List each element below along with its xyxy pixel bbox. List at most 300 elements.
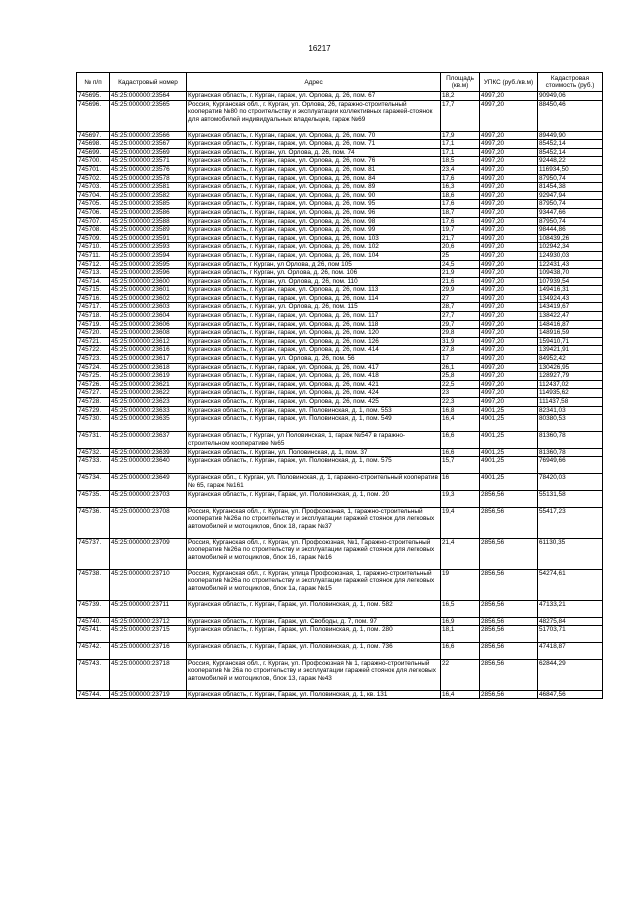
cadastral-number-cell: 45:25:000000:23578 [110, 174, 187, 183]
table-row [77, 312, 603, 321]
address-cell: Курганская область, г. Курган, гараж, ул. Орлова, д. 26, пом. 118 [187, 320, 441, 329]
upks-cell: 2856,56 [480, 659, 538, 690]
row-number-cell: 745711. [77, 251, 110, 260]
upks-cell: 2856,56 [480, 490, 538, 507]
area-cell: 19,4 [441, 507, 480, 538]
row-number-cell: 745737. [77, 538, 110, 569]
address-cell: Курганская область, г. Курган, гараж, ул. Орлова, д. 26, пом. 414 [187, 346, 441, 355]
table-header [77, 73, 603, 92]
upks-cell: 4997,20 [480, 200, 538, 209]
cadastral-number-cell: 45:25:000000:23709 [110, 538, 187, 569]
area-cell: 16,4 [441, 415, 480, 432]
address-cell: Курганская область, г. Курган, ул. Орлова, д. 26, пом. 110 [187, 277, 441, 286]
upks-cell: 4901,25 [480, 415, 538, 432]
area-cell: 22 [441, 659, 480, 690]
row-number-cell: 745713. [77, 269, 110, 278]
upks-cell: 4997,20 [480, 165, 538, 174]
area-cell: 16,6 [441, 431, 480, 448]
table-row [77, 131, 603, 140]
address-cell: Курганская область, г. Курган, гараж, ул. Орлова, д. 26, пом. 114 [187, 294, 441, 303]
table-row [77, 389, 603, 398]
upks-cell: 4997,20 [480, 243, 538, 252]
cadastral-number-cell: 45:25:000000:23639 [110, 448, 187, 457]
header-area: Площадь (кв.м) [441, 73, 480, 92]
cadastral-cost-cell: 88450,46 [538, 100, 603, 131]
upks-cell: 4997,20 [480, 251, 538, 260]
table-row [77, 183, 603, 192]
cadastral-number-cell: 45:25:000000:23623 [110, 398, 187, 407]
table-row [77, 208, 603, 217]
row-number-cell: 745720. [77, 329, 110, 338]
table-row [77, 538, 603, 569]
cadastral-number-cell: 45:25:000000:23581 [110, 183, 187, 192]
cadastral-cost-cell: 87950,74 [538, 217, 603, 226]
row-number-cell: 745732. [77, 448, 110, 457]
address-cell: Курганская область, г. Курган, гараж, ул. Орлова, д. 26, пом. 113 [187, 286, 441, 295]
upks-cell: 2856,56 [480, 626, 538, 643]
row-number-cell: 745712. [77, 260, 110, 269]
upks-cell: 2856,56 [480, 690, 538, 699]
header-address: Адрес [187, 73, 441, 92]
upks-cell: 4997,20 [480, 312, 538, 321]
address-cell: Курганская область, г. Курган, гараж, ул. Орлова, д. 26, пом. 421 [187, 380, 441, 389]
cadastral-number-cell: 45:25:000000:23617 [110, 355, 187, 364]
upks-cell: 4901,25 [480, 448, 538, 457]
upks-cell: 4997,20 [480, 148, 538, 157]
cadastral-cost-cell: 81360,78 [538, 448, 603, 457]
upks-cell: 2856,56 [480, 507, 538, 538]
table-row [77, 277, 603, 286]
address-cell: Курганская область, г. Курган, гараж, ул. Орлова, д. 26, пом. 417 [187, 363, 441, 372]
cadastral-cost-cell: 81454,38 [538, 183, 603, 192]
cadastral-number-cell: 45:25:000000:23576 [110, 165, 187, 174]
table-row [77, 165, 603, 174]
cadastral-cost-cell: 139421,91 [538, 346, 603, 355]
area-cell: 16 [441, 474, 480, 491]
row-number-cell: 745706. [77, 208, 110, 217]
address-cell: Курганская область, г Курган, ул Орлова, д 26, пом 105 [187, 260, 441, 269]
row-number-cell: 745718. [77, 312, 110, 321]
row-number-cell: 745723. [77, 355, 110, 364]
area-cell: 24,5 [441, 260, 480, 269]
cadastral-cost-cell: 89449,90 [538, 131, 603, 140]
address-cell: Курганская область, г. Курган, ул. Половинская, д. 1, пом. 37 [187, 448, 441, 457]
cadastral-cost-cell: 76949,66 [538, 457, 603, 474]
cadastral-number-cell: 45:25:000000:23571 [110, 157, 187, 166]
area-cell: 27 [441, 294, 480, 303]
area-cell: 17 [441, 355, 480, 364]
row-number-cell: 745705. [77, 200, 110, 209]
area-cell: 21,4 [441, 538, 480, 569]
cadastral-cost-cell: 159410,71 [538, 337, 603, 346]
upks-cell: 4901,25 [480, 431, 538, 448]
area-cell: 18,2 [441, 92, 480, 101]
table-row [77, 474, 603, 491]
table-row [77, 226, 603, 235]
cadastral-cost-cell: 112437,02 [538, 380, 603, 389]
cadastral-number-cell: 45:25:000000:23608 [110, 329, 187, 338]
cadastral-cost-cell: 61130,35 [538, 538, 603, 569]
table-row [77, 457, 603, 474]
address-cell: Курганская область, г. Курган, гараж, ул. Орлова, д. 26, пом. 98 [187, 217, 441, 226]
table-row [77, 217, 603, 226]
header-row [77, 73, 603, 92]
cadastral-number-cell: 45:25:000000:23594 [110, 251, 187, 260]
table-row [77, 372, 603, 381]
cadastral-number-cell: 45:25:000000:23612 [110, 337, 187, 346]
area-cell: 25 [441, 251, 480, 260]
upks-cell: 4997,20 [480, 131, 538, 140]
area-cell: 21,7 [441, 234, 480, 243]
cadastral-number-cell: 45:25:000000:23588 [110, 217, 187, 226]
upks-cell: 4901,25 [480, 474, 538, 491]
table-row [77, 191, 603, 200]
cadastral-cost-cell: 47133,21 [538, 600, 603, 617]
cadastral-cost-cell: 114935,62 [538, 389, 603, 398]
upks-cell: 4997,20 [480, 183, 538, 192]
address-cell: Курганская область, г. Курган, гараж, ул. Орлова, д. 26, пом. 67 [187, 92, 441, 101]
address-cell: Курганская область, г. Курган, гараж, ул. Орлова, д. 26, пом. 104 [187, 251, 441, 260]
row-number-cell: 745710. [77, 243, 110, 252]
table-row [77, 100, 603, 131]
cadastral-number-cell: 45:25:000000:23603 [110, 303, 187, 312]
row-number-cell: 745719. [77, 320, 110, 329]
area-cell: 18,7 [441, 208, 480, 217]
upks-cell: 4997,20 [480, 294, 538, 303]
row-number-cell: 745704. [77, 191, 110, 200]
address-cell: Курганская область, г. Курган, ул. Орлова, д. 26, пом. 74 [187, 148, 441, 157]
table-row [77, 260, 603, 269]
cadastral-cost-cell: 92448,22 [538, 157, 603, 166]
cadastral-cost-cell: 134924,43 [538, 294, 603, 303]
cadastral-cost-cell: 51703,71 [538, 626, 603, 643]
cadastral-cost-cell: 48275,84 [538, 617, 603, 626]
cadastral-number-cell: 45:25:000000:23715 [110, 626, 187, 643]
table-row [77, 174, 603, 183]
cadastral-number-cell: 45:25:000000:23569 [110, 148, 187, 157]
table-row [77, 286, 603, 295]
row-number-cell: 745738. [77, 569, 110, 600]
header-num: № п/п [77, 73, 110, 92]
cadastral-number-cell: 45:25:000000:23621 [110, 380, 187, 389]
header-cadastral-number: Кадастровый номер [110, 73, 187, 92]
row-number-cell: 745722. [77, 346, 110, 355]
area-cell: 29,9 [441, 286, 480, 295]
row-number-cell: 745717. [77, 303, 110, 312]
table-row [77, 346, 603, 355]
area-cell: 16,8 [441, 406, 480, 415]
row-number-cell: 745725. [77, 372, 110, 381]
row-number-cell: 745731. [77, 431, 110, 448]
cadastral-number-cell: 45:25:000000:23622 [110, 389, 187, 398]
table-row [77, 157, 603, 166]
table-row [77, 431, 603, 448]
cadastral-cost-cell: 82341,03 [538, 406, 603, 415]
row-number-cell: 745735. [77, 490, 110, 507]
cadastral-number-cell: 45:25:000000:23567 [110, 140, 187, 149]
cadastral-cost-cell: 81360,78 [538, 431, 603, 448]
cadastral-number-cell: 45:25:000000:23604 [110, 312, 187, 321]
row-number-cell: 745744. [77, 690, 110, 699]
cadastral-number-cell: 45:25:000000:23718 [110, 659, 187, 690]
area-cell: 17,6 [441, 217, 480, 226]
area-cell: 19,7 [441, 226, 480, 235]
cadastral-number-cell: 45:25:000000:23703 [110, 490, 187, 507]
area-cell: 27,8 [441, 346, 480, 355]
header-cadastral-cost: Кадастровая стоимость (руб.) [538, 73, 603, 92]
upks-cell: 4997,20 [480, 260, 538, 269]
upks-cell: 4997,20 [480, 140, 538, 149]
cadastral-cost-cell: 84952,42 [538, 355, 603, 364]
cadastral-number-cell: 45:25:000000:23712 [110, 617, 187, 626]
cadastral-number-cell: 45:25:000000:23708 [110, 507, 187, 538]
upks-cell: 4997,20 [480, 92, 538, 101]
address-cell: Курганская область, г. Курган, гараж, ул. Орлова, д. 26, пом. 425 [187, 398, 441, 407]
table-row [77, 92, 603, 101]
area-cell: 28,7 [441, 303, 480, 312]
table-row [77, 329, 603, 338]
table-row [77, 406, 603, 415]
cadastral-number-cell: 45:25:000000:23633 [110, 406, 187, 415]
row-number-cell: 745716. [77, 294, 110, 303]
table-row [77, 251, 603, 260]
table-row [77, 600, 603, 617]
cadastral-cost-cell: 62844,29 [538, 659, 603, 690]
area-cell: 17,1 [441, 140, 480, 149]
table-row [77, 337, 603, 346]
cadastral-cost-cell: 108439,26 [538, 234, 603, 243]
address-cell: Курганская область, г. Курган, Гараж, ул. Свободы, д. 7, пом. 97 [187, 617, 441, 626]
row-number-cell: 745730. [77, 415, 110, 432]
row-number-cell: 745707. [77, 217, 110, 226]
cadastral-cost-cell: 128927,79 [538, 372, 603, 381]
cadastral-number-cell: 45:25:000000:23582 [110, 191, 187, 200]
row-number-cell: 745742. [77, 642, 110, 659]
upks-cell: 4997,20 [480, 286, 538, 295]
cadastral-cost-cell: 46847,56 [538, 690, 603, 699]
cadastral-number-cell: 45:25:000000:23710 [110, 569, 187, 600]
address-cell: Курганская область, г. Курган, Гараж, ул. Половинская, д. 1, пом. 736 [187, 642, 441, 659]
area-cell: 17,6 [441, 200, 480, 209]
cadastral-registry-table [76, 72, 603, 699]
upks-cell: 4901,25 [480, 457, 538, 474]
area-cell: 16,3 [441, 183, 480, 192]
header-upks: УПКС (руб./кв.м) [480, 73, 538, 92]
address-cell: Курганская область, г. Курган, гараж, ул. Орлова, д. 26, пом. 70 [187, 131, 441, 140]
table-row [77, 320, 603, 329]
cadastral-cost-cell: 90949,06 [538, 92, 603, 101]
cadastral-cost-cell: 87950,74 [538, 200, 603, 209]
table-row [77, 507, 603, 538]
cadastral-number-cell: 45:25:000000:23564 [110, 92, 187, 101]
table-row [77, 659, 603, 690]
cadastral-number-cell: 45:25:000000:23649 [110, 474, 187, 491]
address-cell: Курганская область, г. Курган, гараж, ул. Орлова, д. 26, пом. 99 [187, 226, 441, 235]
cadastral-cost-cell: 111437,58 [538, 398, 603, 407]
table-row [77, 415, 603, 432]
upks-cell: 4997,20 [480, 320, 538, 329]
table-row [77, 269, 603, 278]
table-row [77, 569, 603, 600]
cadastral-cost-cell: 55131,58 [538, 490, 603, 507]
address-cell: Курганская область, г. Курган, ул. Орлова, д. 26, пом. 115 [187, 303, 441, 312]
cadastral-cost-cell: 80380,53 [538, 415, 603, 432]
address-cell: Курганская область, г. Курган, гараж, ул. Орлова, д. 26, пом. 126 [187, 337, 441, 346]
area-cell: 18,6 [441, 191, 480, 200]
table-row [77, 243, 603, 252]
cadastral-cost-cell: 54274,61 [538, 569, 603, 600]
cadastral-number-cell: 45:25:000000:23591 [110, 234, 187, 243]
cadastral-cost-cell: 92947,94 [538, 191, 603, 200]
upks-cell: 2856,56 [480, 569, 538, 600]
cadastral-cost-cell: 148916,59 [538, 329, 603, 338]
cadastral-cost-cell: 148416,87 [538, 320, 603, 329]
address-cell: Курганская область, г. Курган, гараж, ул. Половинская, д. 1, пом. 575 [187, 457, 441, 474]
area-cell: 20,6 [441, 243, 480, 252]
row-number-cell: 745721. [77, 337, 110, 346]
cadastral-number-cell: 45:25:000000:23601 [110, 286, 187, 295]
row-number-cell: 745734. [77, 474, 110, 491]
address-cell: Курганская область, г. Курган, гараж, ул. Орлова, д. 26, пом. 424 [187, 389, 441, 398]
cadastral-number-cell: 45:25:000000:23711 [110, 600, 187, 617]
row-number-cell: 745726. [77, 380, 110, 389]
address-cell: Курганская область, г Курган, ул. Орлова, д. 26, пом. 106 [187, 269, 441, 278]
area-cell: 17,1 [441, 148, 480, 157]
address-cell: Курганская область, г Курган, ул Половинская, 1, гараж №547 в гаражно-строительном кооперативе №65 [187, 431, 441, 448]
cadastral-number-cell: 45:25:000000:23640 [110, 457, 187, 474]
row-number-cell: 745733. [77, 457, 110, 474]
area-cell: 16,9 [441, 617, 480, 626]
row-number-cell: 745715. [77, 286, 110, 295]
area-cell: 16,6 [441, 642, 480, 659]
upks-cell: 2856,56 [480, 600, 538, 617]
cadastral-cost-cell: 85452,14 [538, 148, 603, 157]
upks-cell: 4997,20 [480, 174, 538, 183]
address-cell: Россия, Курганская обл., г. Курган, ул. Профсоюзная, 1, гаражно-строительный кооператив №26а по строительству и эксплуатации гаражей стоянок для легковых автомобилей и мотоциклов, блок 18, гараж №37 [187, 507, 441, 538]
address-cell: Курганская область, г. Курган, гараж, ул. Орлова, д. 26, пом. 90 [187, 191, 441, 200]
area-cell: 26,1 [441, 363, 480, 372]
cadastral-number-cell: 45:25:000000:23589 [110, 226, 187, 235]
area-cell: 16,5 [441, 600, 480, 617]
address-cell: Курганская область, г. Курган, гараж, ул. Орлова, д. 26, пом. 418 [187, 372, 441, 381]
address-cell: Курганская область, г. Курган, гараж, ул. Орлова, д. 26, пом. 96 [187, 208, 441, 217]
table-row [77, 490, 603, 507]
address-cell: Курганская область, г. Курган, гараж, ул. Орлова, д. 26, пом. 102 [187, 243, 441, 252]
address-cell: Курганская область, г. Курган, Гараж, ул. Половинская, д. 1, пом. 20 [187, 490, 441, 507]
row-number-cell: 745741. [77, 626, 110, 643]
cadastral-cost-cell: 130426,95 [538, 363, 603, 372]
table-row [77, 303, 603, 312]
upks-cell: 4997,20 [480, 217, 538, 226]
address-cell: Курганская область, г. Курган, гараж, ул. Орлова, д. 26, пом. 120 [187, 329, 441, 338]
address-cell: Курганская область, г. Курган, Гараж, ул. Половинская, д. 1, пом. 280 [187, 626, 441, 643]
upks-cell: 4997,20 [480, 337, 538, 346]
cadastral-cost-cell: 87950,74 [538, 174, 603, 183]
row-number-cell: 745743. [77, 659, 110, 690]
row-number-cell: 745708. [77, 226, 110, 235]
cadastral-number-cell: 45:25:000000:23586 [110, 208, 187, 217]
row-number-cell: 745697. [77, 131, 110, 140]
upks-cell: 4997,20 [480, 234, 538, 243]
cadastral-number-cell: 45:25:000000:23618 [110, 363, 187, 372]
address-cell: Курганская область, г. Курган, гараж, ул. Орлова, д. 26, пом. 89 [187, 183, 441, 192]
area-cell: 19 [441, 569, 480, 600]
upks-cell: 4997,20 [480, 329, 538, 338]
area-cell: 17,6 [441, 174, 480, 183]
address-cell: Курганская область, г. Курган, гараж, ул. Орлова, д. 26, пом. 95 [187, 200, 441, 209]
upks-cell: 2856,56 [480, 617, 538, 626]
table-row [77, 448, 603, 457]
upks-cell: 4997,20 [480, 372, 538, 381]
address-cell: Курганская область, г. Курган, гараж, ул. Орлова, д. 26, пом. 71 [187, 140, 441, 149]
address-cell: Курганская область, г. Курган, гараж, ул. Орлова, д. 26, пом. 103 [187, 234, 441, 243]
upks-cell: 4997,20 [480, 346, 538, 355]
table-row [77, 363, 603, 372]
table-row [77, 234, 603, 243]
cadastral-cost-cell: 93447,66 [538, 208, 603, 217]
address-cell: Курганская область, г. Курган, ул. Орлова, д. 26, пом. 56 [187, 355, 441, 364]
row-number-cell: 745739. [77, 600, 110, 617]
cadastral-cost-cell: 124930,03 [538, 251, 603, 260]
row-number-cell: 745728. [77, 398, 110, 407]
upks-cell: 4997,20 [480, 398, 538, 407]
cadastral-cost-cell: 98444,86 [538, 226, 603, 235]
address-cell: Россия, Курганская обл., г. Курган, улица Профсоюзная, 1, гаражно-строительный кооператив №26а по строительству и эксплуатации гаражей стоянок для легковых автомобилей и мотоциклов, блок 1а, гараж №15 [187, 569, 441, 600]
table-row [77, 294, 603, 303]
cadastral-cost-cell: 149416,31 [538, 286, 603, 295]
row-number-cell: 745698. [77, 140, 110, 149]
upks-cell: 4997,20 [480, 226, 538, 235]
row-number-cell: 745724. [77, 363, 110, 372]
cadastral-cost-cell: 85452,14 [538, 140, 603, 149]
address-cell: Курганская область, г. Курган, гараж, ул. Орлова, д. 26, пом. 117 [187, 312, 441, 321]
table-row [77, 617, 603, 626]
cadastral-cost-cell: 102942,34 [538, 243, 603, 252]
upks-cell: 4997,20 [480, 100, 538, 131]
upks-cell: 4997,20 [480, 157, 538, 166]
address-cell: Россия, Курганская обл., г. Курган, ул. Профсоюзная, №1, Гаражно-строительный кооператив №26а по строительству и эксплуатации гаражей стоянок для легковых автомобилей и мотоциклов, блок 16, гараж №16 [187, 538, 441, 569]
row-number-cell: 745695. [77, 92, 110, 101]
upks-cell: 4997,20 [480, 191, 538, 200]
cadastral-cost-cell: 116934,50 [538, 165, 603, 174]
row-number-cell: 745736. [77, 507, 110, 538]
area-cell: 18,5 [441, 157, 480, 166]
cadastral-number-cell: 45:25:000000:23635 [110, 415, 187, 432]
address-cell: Курганская область, г. Курган, гараж, ул. Половинская, д. 1, пом. 553 [187, 406, 441, 415]
cadastral-number-cell: 45:25:000000:23637 [110, 431, 187, 448]
upks-cell: 2856,56 [480, 538, 538, 569]
area-cell: 16,6 [441, 448, 480, 457]
cadastral-number-cell: 45:25:000000:23602 [110, 294, 187, 303]
row-number-cell: 745714. [77, 277, 110, 286]
upks-cell: 4997,20 [480, 389, 538, 398]
cadastral-number-cell: 45:25:000000:23595 [110, 260, 187, 269]
table-row [77, 148, 603, 157]
cadastral-cost-cell: 122431,43 [538, 260, 603, 269]
table-body [77, 92, 603, 699]
row-number-cell: 745702. [77, 174, 110, 183]
area-cell: 16,4 [441, 690, 480, 699]
cadastral-number-cell: 45:25:000000:23600 [110, 277, 187, 286]
cadastral-number-cell: 45:25:000000:23593 [110, 243, 187, 252]
area-cell: 17,9 [441, 131, 480, 140]
upks-cell: 4997,20 [480, 303, 538, 312]
cadastral-cost-cell: 47418,87 [538, 642, 603, 659]
area-cell: 31,9 [441, 337, 480, 346]
upks-cell: 4997,20 [480, 363, 538, 372]
upks-cell: 4901,25 [480, 406, 538, 415]
cadastral-number-cell: 45:25:000000:23596 [110, 269, 187, 278]
